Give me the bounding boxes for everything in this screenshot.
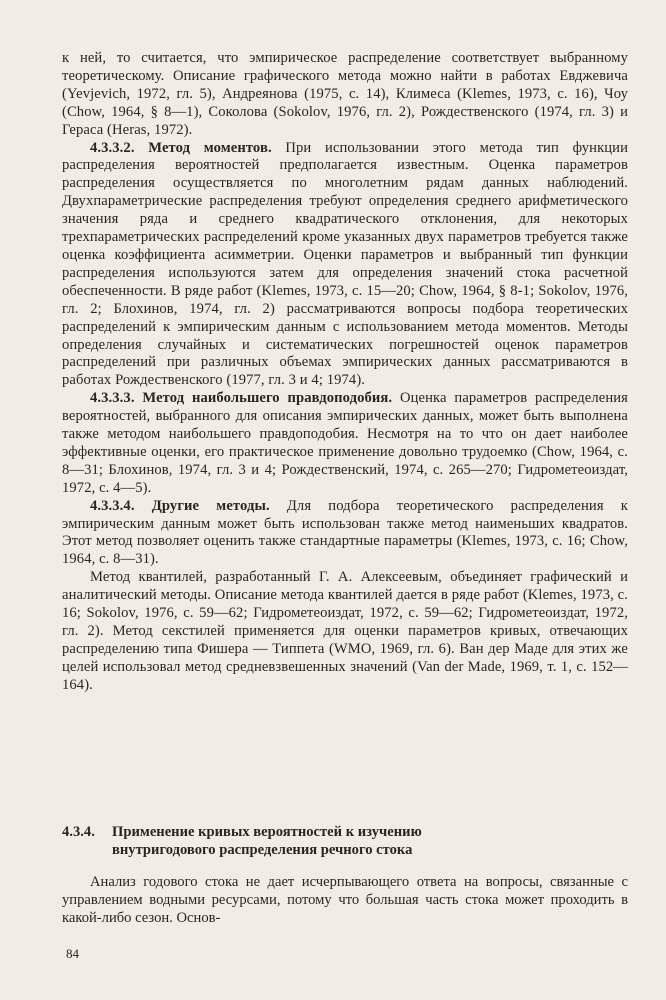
paragraph-graphic-method-end — [62, 50, 628, 140]
subsection-heading-moments: 4.3.3.2. Метод моментов. — [90, 139, 272, 156]
main-text-block — [62, 50, 628, 695]
section-title-line-2: внутригодового распределения речного стока — [112, 842, 413, 858]
section-heading — [62, 823, 628, 859]
paragraph-text: Для подбора теоретического распределения к эмпирическим данным может быть использован также метод наименьших квадратов. Этот метод позволяет оценить также стандартные параметры (Klemes, 1973, с. 16; Chow, 1964, с. 8—31). — [62, 497, 628, 568]
subsection-heading-other: 4.3.3.4. Другие методы. — [90, 497, 270, 514]
paragraph-text: к ней, то считается, что эмпирическое распределение соответствует выбранному теоретическому. Описание графического метода можно найти в работах Евджевича (Yevjevich, 1972, гл. 5), Андреянова (1975, с. 14), Климеса (Klemes, 1973, с. 16), Чоу (Chow, 1964, § 8—1), Соколова (Sokolov, 1976, гл. 2), Рождественского (1974, гл. 3) и Гераса (Heras, 1972). — [62, 50, 628, 138]
page-number: 84 — [66, 946, 79, 961]
paragraph-quantile-method — [62, 569, 628, 694]
paragraph-text: Оценка параметров распределения вероятностей, выбранного для описания эмпирических данных, может быть выполнена также методом наибольшего правдоподобия. Несмотря на то что он дает наиболее эффективные оценки, его практическое применение довольно трудоемко (Chow, 1964, с. 8—31; Блохинов, 1974, гл. 3 и 4; Рождественский, 1974, с. 265—270; Гидрометеоиздат, 1972, с. 4—5). — [62, 390, 628, 496]
paragraph-text: Метод квантилей, разработанный Г. А. Алексеевым, объединяет графический и аналитический методы. Описание метода квантилей дается в ряде работ (Klemes, 1973, с. 16; Sokolov, 1976, с. 59—62; Гидрометеоиздат, 1972, с. 59—62; Гидрометеоиздат, 1972, гл. 2). Метод секстилей применяется для оценки параметров кривых, отвечающих распределению типа Фишера — Типпета (WMO, 1969, гл. 6). Ван дер Маде для этих же целей использовал метод средневзвешенных значений (Van der Made, 1969, т. 1, с. 152—164). — [62, 569, 628, 693]
section-title-line-1: Применение кривых вероятностей к изучению — [112, 824, 422, 840]
paragraph-maximum-likelihood — [62, 390, 628, 497]
paragraph-annual-runoff: Анализ годового стока не дает исчерпывающего ответа на вопросы, связанные с управлением водными ресурсами, потому что большая часть стока может проходить в какой-либо сезон. Основ- — [62, 874, 628, 926]
paragraph-other-methods — [62, 498, 628, 570]
closing-text-block — [62, 873, 628, 927]
paragraph-text: При использовании этого метода тип функции распределения вероятностей предполагается известным. Оценка параметров распределения осуществляется по многолетним рядам данных наблюдений. Двухпараметрические распределения требуют определения среднего арифметического значения ряда и среднего квадратического отклонения, для некоторых трехпараметрических распределений кроме указанных двух параметров требуется также оценка коэффициента асимметрии. Оценки параметров и выбранный тип функции распределения используются затем для определения значений стока расчетной обеспеченности. В ряде работ (Klemes, 1973, с. 15—20; Chow, 1964, § 8-1; Sokolov, 1976, гл. 2; Блохинов, 1974, гл. 2) рассматриваются вопросы подбора теоретических распределений к эмпирическим данным с использованием метода моментов. Методы определения случайных и систематических погрешностей оценок параметров распределений при различных объемах эмпирических данных рассматриваются в работах Рождественского (1977, гл. 3 и 4; 1974). — [62, 139, 628, 389]
section-number: 4.3.4. — [62, 824, 95, 840]
paragraph-method-of-moments — [62, 140, 628, 391]
subsection-heading-likelihood: 4.3.3.3. Метод наибольшего правдоподобия. — [90, 390, 393, 407]
